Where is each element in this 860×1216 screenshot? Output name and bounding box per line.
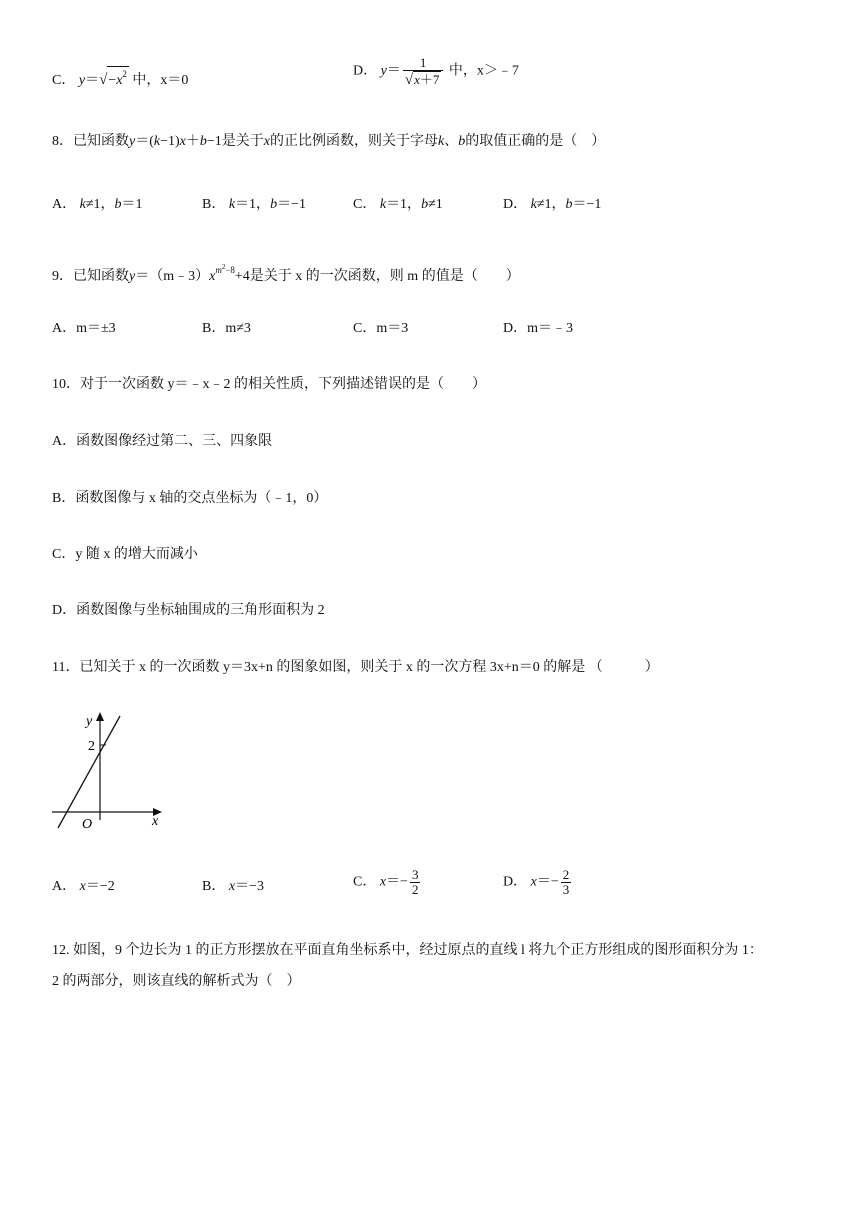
q8-option-c-label: C． bbox=[353, 197, 377, 212]
q11-option-b: B． x＝−3 bbox=[202, 879, 264, 894]
q11-option-d-label: D． bbox=[503, 874, 528, 890]
q10-option-b: B．函数图像与 x 轴的交点坐标为（﹣1，0） bbox=[52, 491, 328, 506]
q8-option-b: B． k＝1，b＝−1 bbox=[202, 197, 306, 212]
q8-stem-tail: 的正比例函数，则关于字母 bbox=[270, 134, 439, 149]
q8-stem-suffix: 是关于 bbox=[221, 134, 264, 149]
q8-stem: 8．已知函数y＝(k−1)x＋b−1是关于x的正比例函数，则关于字母k、b的取值正确的是（ ） bbox=[52, 134, 606, 149]
x-axis-label: x bbox=[152, 814, 159, 829]
q11-option-a-label: A． bbox=[52, 879, 77, 894]
q7-option-c-label: C． bbox=[52, 73, 76, 88]
q11-graph bbox=[48, 708, 168, 838]
q9-option-c: C．m＝3 bbox=[353, 321, 409, 336]
q9-stem: 9．已知函数$y=(m﹣3)x^{m^2-8}+4$是关于 x 的一次函数，则 m 的值是（ ） bbox=[52, 263, 520, 284]
q7-option-d: D． y＝ $\frac{1}{√x+7}$ 中，x＞﹣7 bbox=[353, 55, 519, 88]
q7-option-d-label: D． bbox=[353, 63, 378, 79]
q12-stem-line1: 12. 如图，9 个边长为 1 的正方形摆放在平面直角坐标系中，经过原点的直线 l 将九个正方形组成的图形面积分为 1： bbox=[52, 943, 763, 958]
function-line bbox=[58, 716, 120, 828]
q7-option-c: C． $y=√-x^2$ 中，x＝0 bbox=[52, 66, 188, 90]
q11-option-b-label: B． bbox=[202, 879, 226, 894]
q9-stem-prefix: 9．已知函数 bbox=[52, 269, 129, 284]
q11-option-c-label: C． bbox=[353, 874, 377, 890]
q9-stem-mid: （m﹣3） bbox=[149, 269, 210, 284]
q12-stem-line2: 2 的两部分，则该直线的解析式为（ ） bbox=[52, 974, 301, 989]
origin-label: O bbox=[82, 817, 93, 832]
q9-option-a: A．m＝±3 bbox=[52, 321, 116, 336]
tick-label-2: 2 bbox=[88, 739, 95, 754]
q11-graph-svg bbox=[48, 708, 168, 838]
q7-option-d-condition: 中，x＞﹣7 bbox=[448, 63, 519, 79]
q8-option-d-label: D． bbox=[503, 197, 528, 212]
q9-option-b: B．m≠3 bbox=[202, 321, 251, 336]
q10-option-c: C．y 随 x 的增大而减小 bbox=[52, 547, 198, 562]
q8-stem-end: 的取值正确的是（ ） bbox=[465, 134, 606, 149]
q9-stem-suffix: +4是关于 x 的一次函数，则 m 的值是（ ） bbox=[234, 269, 520, 284]
q8-option-c: C． k＝1，b≠1 bbox=[353, 197, 443, 212]
q10-option-d: D．函数图像与坐标轴围成的三角形面积为 2 bbox=[52, 603, 325, 618]
q10-option-a: A．函数图像经过第二、三、四象限 bbox=[52, 434, 273, 449]
q8-option-a-label: A． bbox=[52, 197, 77, 212]
y-axis-label: y bbox=[86, 714, 93, 729]
q8-option-a: A． k≠1，b＝1 bbox=[52, 197, 143, 212]
q11-stem: 11．已知关于 x 的一次函数 y＝3x+n 的图象如图，则关于 x 的一次方程 3x+n＝0 的解是 （ ） bbox=[52, 660, 659, 675]
q8-stem-prefix: 8．已知函数 bbox=[52, 134, 129, 149]
q8-option-b-label: B． bbox=[202, 197, 226, 212]
q11-option-a: A． x＝−2 bbox=[52, 879, 115, 894]
q11-option-c: C． x＝− $\frac{3}{2}$ bbox=[353, 867, 419, 897]
q7-option-c-condition: 中，x＝0 bbox=[132, 73, 189, 88]
q11-option-d: D． x＝− $\frac{2}{3}$ bbox=[503, 867, 570, 897]
y-axis-arrow bbox=[96, 712, 104, 721]
q8-option-d: D． k≠1，b＝−1 bbox=[503, 197, 602, 212]
q10-stem: 10．对于一次函数 y＝﹣x﹣2 的相关性质，下列描述错误的是（ ） bbox=[52, 377, 486, 392]
q9-option-d: D．m＝﹣3 bbox=[503, 321, 573, 336]
